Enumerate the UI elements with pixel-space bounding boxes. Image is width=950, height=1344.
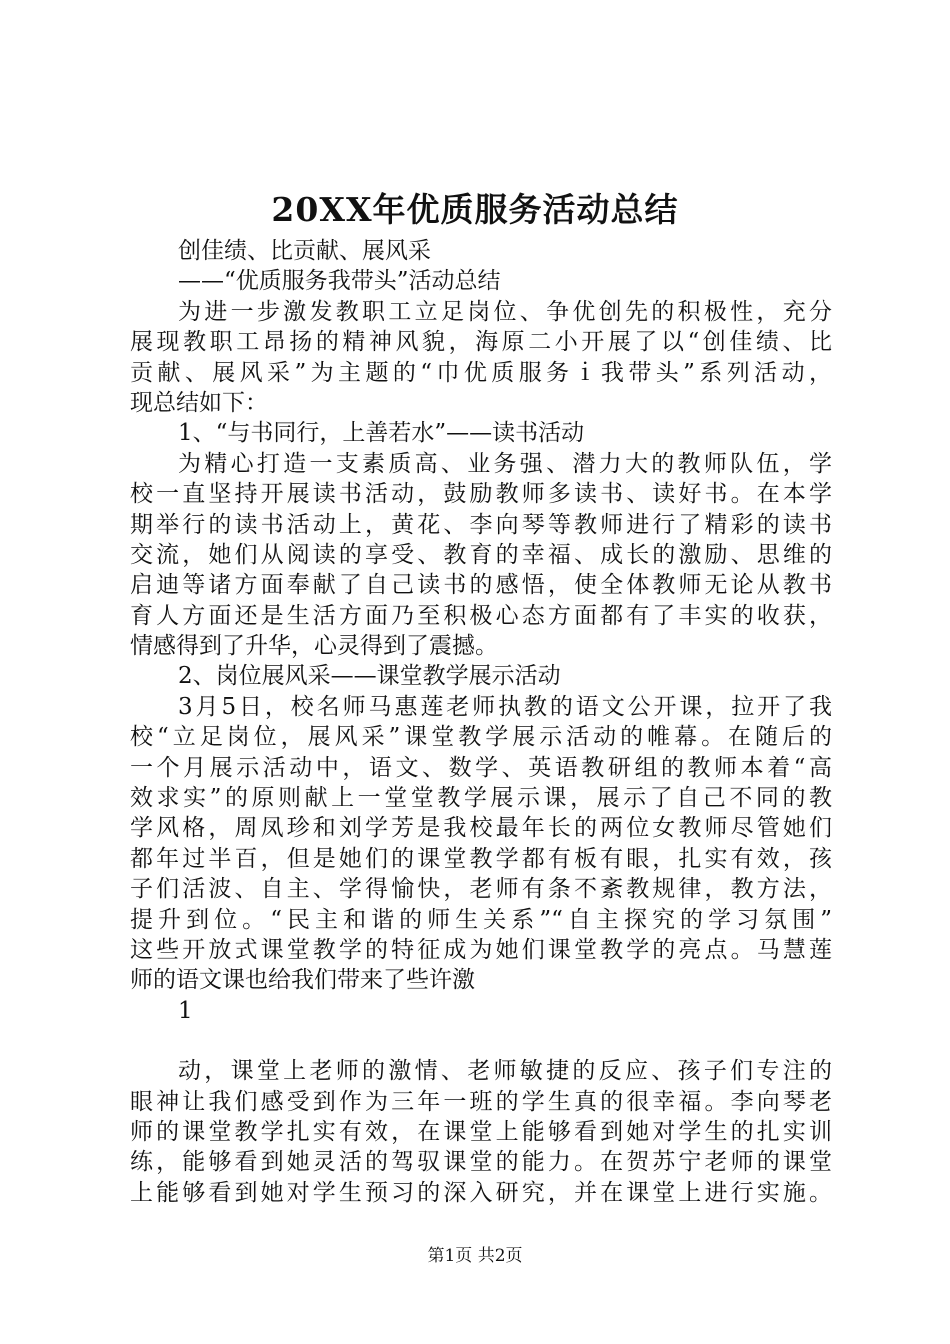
document-body [130,236,832,1208]
paragraph-line: 这些开放式课堂教学的特征成为她们课堂教学的亮点。马慧莲 [130,936,832,963]
paragraph-line: 师的课堂教学扎实有效，在课堂上能够看到她对学生的扎实训 [130,1118,832,1145]
inline-page-number: 1 [178,997,193,1024]
spacer [130,1026,832,1056]
document-title: 20XX年优质服务活动总结 [271,190,679,229]
paragraph-line: 提升到位。“民主和谐的师生关系”“自主探究的学习氛围” [130,906,832,933]
subtitle-line: ——“优质服务我带头”活动总结 [178,268,501,295]
paragraph-line: 师的语文课也给我们带来了些许激 [130,967,475,994]
paragraph-line: 情感得到了升华，心灵得到了震撼。 [130,633,498,660]
subtitle-line: 创佳绩、比贡献、展风采 [178,238,431,264]
paragraph-line: 期举行的读书活动上，黄花、李向琴等教师进行了精彩的读书 [130,511,832,538]
paragraph-line: 动，课堂上老师的激情、老师敏捷的反应、孩子们专注的 [178,1058,832,1085]
paragraph-line: 校“立足岗位，展风采”课堂教学展示活动的帷幕。在随后的 [130,724,832,751]
paragraph-line: 贡献、展风采”为主题的“巾优质服务ｉ我带头”系列活动， [130,359,832,386]
paragraph-line: 育人方面还是生活方面乃至积极心态方面都有了丰实的收获， [130,602,832,629]
paragraph-line: 校一直坚持开展读书活动，鼓励教师多读书、读好书。在本学 [130,481,832,508]
paragraph-line: 一个月展示活动中，语文、数学、英语教研组的教师本着“高 [130,754,832,781]
section-heading: 2、岗位展风采——课堂教学展示活动 [178,663,561,690]
section-heading: 1、“与书同行，上善若水”——读书活动 [178,420,585,447]
paragraph-line: 现总结如下： [130,389,268,416]
paragraph-line: 展现教职工昂扬的精神风貌，海原二小开展了以“创佳绩、比 [130,329,832,356]
paragraph-line: 为精心打造一支素质高、业务强、潜力大的教师队伍，学 [178,450,832,477]
page-footer: 第1页 共2页 [427,1246,523,1266]
paragraph-line: 眼神让我们感受到作为三年一班的学生真的很幸福。李向琴老 [130,1088,832,1115]
paragraph-line: 都年过半百，但是她们的课堂教学都有板有眼，扎实有效，孩 [130,845,832,872]
paragraph-line: 上能够看到她对学生预习的深入研究，并在课堂上进行实施。 [130,1179,832,1206]
paragraph-line: 练，能够看到她灵活的驾驭课堂的能力。在贺苏宁老师的课堂 [130,1149,832,1176]
paragraph-line: 交流，她们从阅读的享受、教育的幸福、成长的激励、思维的 [130,541,832,568]
paragraph-line: 子们活波、自主、学得愉快，老师有条不紊教规律，教方法， [130,876,832,903]
paragraph-line: 3月5日，校名师马惠莲老师执教的语文公开课，拉开了我 [178,693,832,720]
paragraph-line: 启迪等诸方面奉献了自己读书的感悟，使全体教师无论从教书 [130,572,832,599]
paragraph-line: 为进一步激发教职工立足岗位、争优创先的积极性，充分 [178,298,832,325]
paragraph-line: 效求实”的原则献上一堂堂教学展示课，展示了自己不同的教 [130,785,832,812]
paragraph-line: 学风格，周凤珍和刘学芳是我校最年长的两位女教师尽管她们 [130,815,832,842]
